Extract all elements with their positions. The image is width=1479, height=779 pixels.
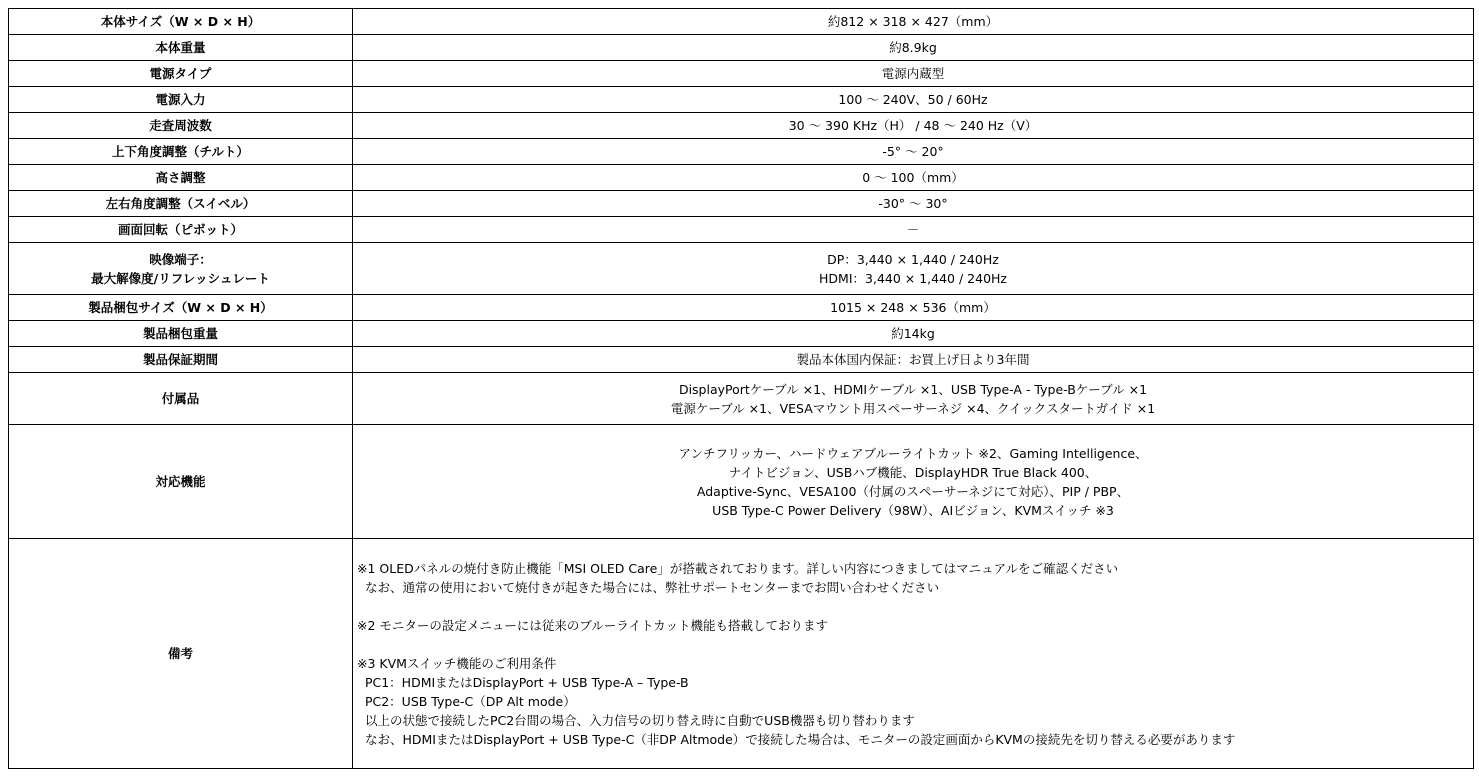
- row-label: 画面回転（ピボット）: [9, 217, 353, 243]
- row-value: 30 ～ 390 KHz（H） / 48 ～ 240 Hz（V）: [353, 113, 1474, 139]
- row-label: 対応機能: [9, 425, 353, 539]
- row-label: 左右角度調整（スイベル）: [9, 191, 353, 217]
- row-value: 100 ～ 240V、50 / 60Hz: [353, 87, 1474, 113]
- note-line: ※2 モニターの設定メニューには従来のブルーライトカット機能も搭載しております: [357, 617, 829, 633]
- table-row: [9, 113, 1474, 139]
- table-row: [9, 321, 1474, 347]
- value-line: USB Type-C Power Delivery（98W）、AIビジョン、KVMスイッチ ※3: [712, 502, 1114, 518]
- label-line: 映像端子：: [149, 251, 212, 267]
- row-value: -5° ～ 20°: [353, 139, 1474, 165]
- note-line: なお、HDMIまたはDisplayPort + USB Type-C（非DP Altmode）で接続した場合は、モニターの設定画面からKVMの接続先を切り替える必要があります: [357, 731, 1236, 747]
- spec-table: [8, 8, 1474, 769]
- table-row: [9, 61, 1474, 87]
- row-value: [353, 243, 1474, 295]
- row-label: 製品保証期間: [9, 347, 353, 373]
- row-label: 製品梱包重量: [9, 321, 353, 347]
- note-line: ※3 KVMスイッチ機能のご利用条件: [357, 655, 557, 671]
- row-label: 高さ調整: [9, 165, 353, 191]
- row-label: 本体サイズ（W × D × H）: [9, 9, 353, 35]
- row-label: [9, 243, 353, 295]
- row-label: 電源入力: [9, 87, 353, 113]
- row-label: 本体重量: [9, 35, 353, 61]
- row-value: [353, 425, 1474, 539]
- value-line: DisplayPortケーブル ×1、HDMIケーブル ×1、USB Type-A - Type-Bケーブル ×1: [678, 381, 1148, 397]
- row-value: -30° ～ 30°: [353, 191, 1474, 217]
- row-value: 製品本体国内保証：お買上げ日より3年間: [353, 347, 1474, 373]
- note-line: PC1：HDMIまたはDisplayPort + USB Type-A – Type-B: [357, 674, 689, 690]
- note-line: ※1 OLEDパネルの焼付き防止機能「MSI OLED Care」が搭載されております。詳しい内容につきましてはマニュアルをご確認ください: [357, 560, 1119, 576]
- value-line: アンチフリッカー、ハードウェアブルーライトカット ※2、Gaming Intelligence、: [678, 445, 1148, 461]
- row-value: 約14kg: [353, 321, 1474, 347]
- value-line: ナイトビジョン、USBハブ機能、DisplayHDR True Black 400、: [728, 464, 1098, 480]
- label-line: 最大解像度/リフレッシュレート: [91, 270, 270, 286]
- row-label: 上下角度調整（チルト）: [9, 139, 353, 165]
- row-label: 備考: [9, 539, 353, 769]
- table-row: [9, 87, 1474, 113]
- value-line: DP：3,440 × 1,440 / 240Hz: [827, 251, 999, 267]
- notes-cell: [353, 539, 1474, 769]
- row-value: －: [353, 217, 1474, 243]
- table-row: [9, 9, 1474, 35]
- row-value: 電源内蔵型: [353, 61, 1474, 87]
- note-line: なお、通常の使用において焼付きが起きた場合には、弊社サポートセンターまでお問い合わせください: [357, 579, 940, 595]
- row-value: 約8.9kg: [353, 35, 1474, 61]
- row-label: 製品梱包サイズ（W × D × H）: [9, 295, 353, 321]
- row-value: 約812 × 318 × 427（mm）: [353, 9, 1474, 35]
- table-row: [9, 295, 1474, 321]
- row-value: 1015 × 248 × 536（mm）: [353, 295, 1474, 321]
- row-label: 走査周波数: [9, 113, 353, 139]
- table-row: [9, 139, 1474, 165]
- table-row: [9, 191, 1474, 217]
- note-line: 以上の状態で接続したPC2台間の場合、入力信号の切り替え時に自動でUSB機器も切り替わります: [357, 712, 915, 728]
- note-line: [357, 597, 1469, 616]
- row-label: 付属品: [9, 373, 353, 425]
- row-label: 電源タイプ: [9, 61, 353, 87]
- table-row: [9, 217, 1474, 243]
- table-row: [9, 35, 1474, 61]
- table-row: [9, 425, 1474, 539]
- table-row: [9, 539, 1474, 769]
- table-row: [9, 165, 1474, 191]
- table-row: [9, 347, 1474, 373]
- row-value: [353, 373, 1474, 425]
- row-value: 0 ～ 100（mm）: [353, 165, 1474, 191]
- table-row: [9, 243, 1474, 295]
- note-line: [357, 635, 1469, 654]
- value-line: HDMI：3,440 × 1,440 / 240Hz: [819, 270, 1007, 286]
- value-line: 電源ケーブル ×1、VESAマウント用スペーサーネジ ×4、クイックスタートガイド ×1: [670, 400, 1156, 416]
- table-row: [9, 373, 1474, 425]
- value-line: Adaptive-Sync、VESA100（付属のスペーサーネジにて対応）、PIP / PBP、: [696, 483, 1130, 499]
- note-line: PC2：USB Type-C（DP Alt mode）: [357, 693, 576, 709]
